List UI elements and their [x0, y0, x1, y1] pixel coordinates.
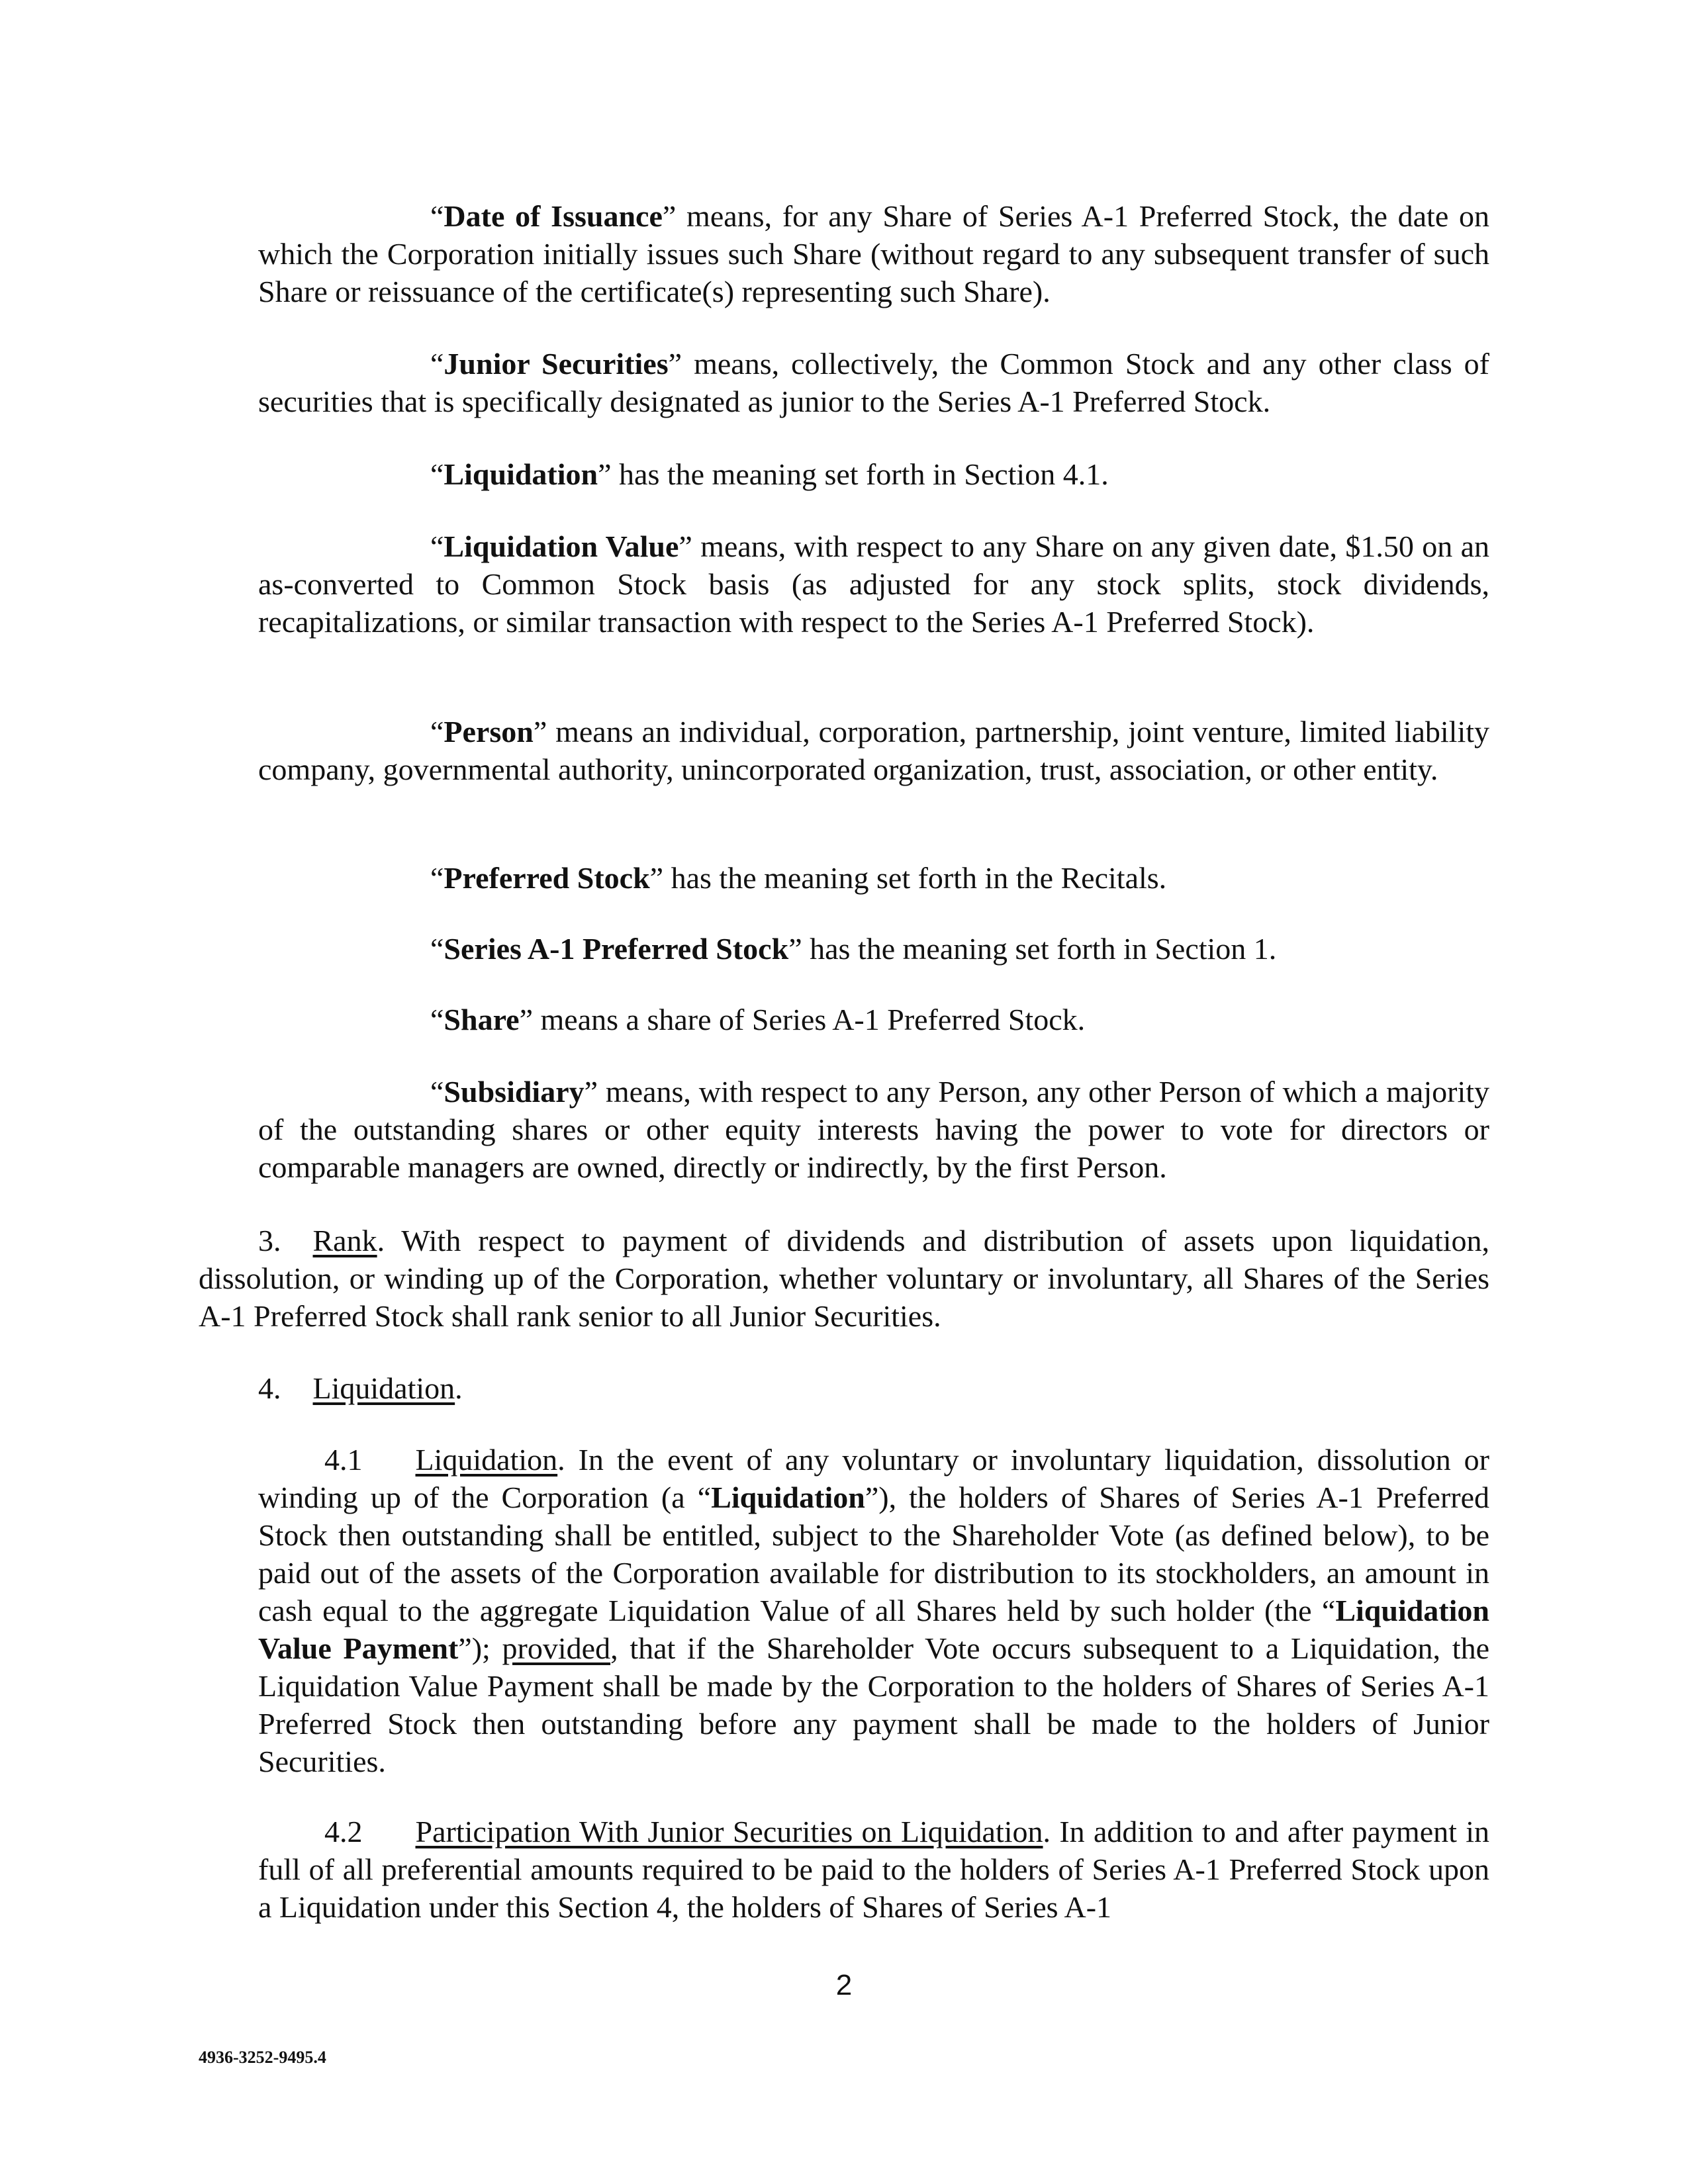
- defined-term: Date of Issuance: [444, 199, 663, 233]
- section-4-1-liquidation: 4.1 Liquidation. In the event of any voluntary or involuntary liquidation, dissolution or winding up of the Corporation (a “Liquidation”), the holders of Shares of Series A-1 Preferred Stock then outstanding shall be entitled, subject to the Shareholder Vote (as defined below), to be paid out of the assets of the Corporation available for distribution to its stockholders, an amount in cash equal to the aggregate Liquidation Value of all Shares held by such holder (the “Liquidation Value Payment”); provided, that if the Shareholder Vote occurs subsequent to a Liquidation, the Liquidation Value Payment shall be made by the Corporation to the holders of Shares of Series A-1 Preferred Stock then outstanding before any payment shall be made to the holders of Junior Securities.: [258, 1443, 1489, 1778]
- defined-term: Series A-1 Preferred Stock: [444, 932, 789, 966]
- section-heading: Liquidation: [415, 1443, 558, 1477]
- definition-date-of-issuance: “Date of Issuance” means, for any Share of Series A-1 Preferred Stock, the date on which the Corporation initially issues such Share (without regard to any subsequent transfer of such Share or reissuance of the certificate(s) representing such Share).: [258, 199, 1489, 308]
- definition-liquidation: “Liquidation” has the meaning set forth in Section 4.1.: [430, 457, 1109, 491]
- section-4-liquidation: 4. Liquidation.: [258, 1371, 463, 1405]
- section-3-rank: 3. Rank. With respect to payment of dividends and distribution of assets upon liquidation, dissolution, or winding up of the Corporation, whether voluntary or involuntary, all Shares of the Series A-1 Preferred Stock shall rank senior to all Junior Securities.: [199, 1224, 1489, 1333]
- section-number: 4.: [258, 1371, 281, 1405]
- section-number: 4.1: [324, 1443, 363, 1477]
- definition-liquidation-value: “Liquidation Value” means, with respect to any Share on any given date, $1.50 on an as-converted to Common Stock basis (as adjusted for any stock splits, stock dividends, recapitalizations, or similar transaction with respect to the Series A-1 Preferred Stock).: [258, 529, 1490, 639]
- section-number: 3.: [258, 1224, 281, 1257]
- defined-term: Liquidation Value: [444, 529, 679, 563]
- section-heading: Participation With Junior Securities on Liquidation: [415, 1815, 1043, 1848]
- section-4-2-participation: 4.2 Participation With Junior Securities on Liquidation. In addition to and after payment in full of all preferential amounts required to be paid to the holders of Series A-1 Preferred Stock upon a Liquidation under this Section 4, the holders of Shares of Series A-1: [258, 1815, 1490, 1924]
- definition-junior-securities: “Junior Securities” means, collectively, the Common Stock and any other class of securities that is specifically designated as junior to the Series A-1 Preferred Stock.: [258, 347, 1489, 418]
- defined-term: Share: [444, 1003, 520, 1036]
- defined-term: Liquidation: [711, 1480, 865, 1514]
- defined-term: Person: [444, 715, 534, 749]
- section-heading: Rank: [312, 1224, 377, 1257]
- defined-term: Subsidiary: [444, 1075, 585, 1109]
- proviso-term: provided: [502, 1631, 611, 1665]
- definition-share: “Share” means a share of Series A-1 Preferred Stock.: [430, 1003, 1086, 1036]
- definition-subsidiary: “Subsidiary” means, with respect to any Person, any other Person of which a majority of the outstanding shares or other equity interests having the power to vote for directors or comparable managers are owned, directly or indirectly, by the first Person.: [258, 1075, 1489, 1184]
- section-heading: Liquidation: [312, 1371, 455, 1405]
- defined-term: Junior Securities: [444, 347, 669, 381]
- page-number: 2: [835, 1969, 853, 2001]
- definition-preferred-stock: “Preferred Stock” has the meaning set forth in the Recitals.: [430, 861, 1167, 895]
- defined-term: Liquidation Value Payment: [258, 1594, 1489, 1665]
- document-id: 4936-3252-9495.4: [199, 2048, 326, 2067]
- definition-series-a1: “Series A-1 Preferred Stock” has the meaning set forth in Section 1.: [430, 932, 1277, 966]
- defined-term: Preferred Stock: [444, 861, 650, 895]
- section-number: 4.2: [324, 1815, 363, 1848]
- definition-person: “Person” means an individual, corporation, partnership, joint venture, limited liability company, governmental authority, unincorporated organization, trust, association, or other entity.: [258, 715, 1489, 786]
- defined-term: Liquidation: [444, 457, 598, 491]
